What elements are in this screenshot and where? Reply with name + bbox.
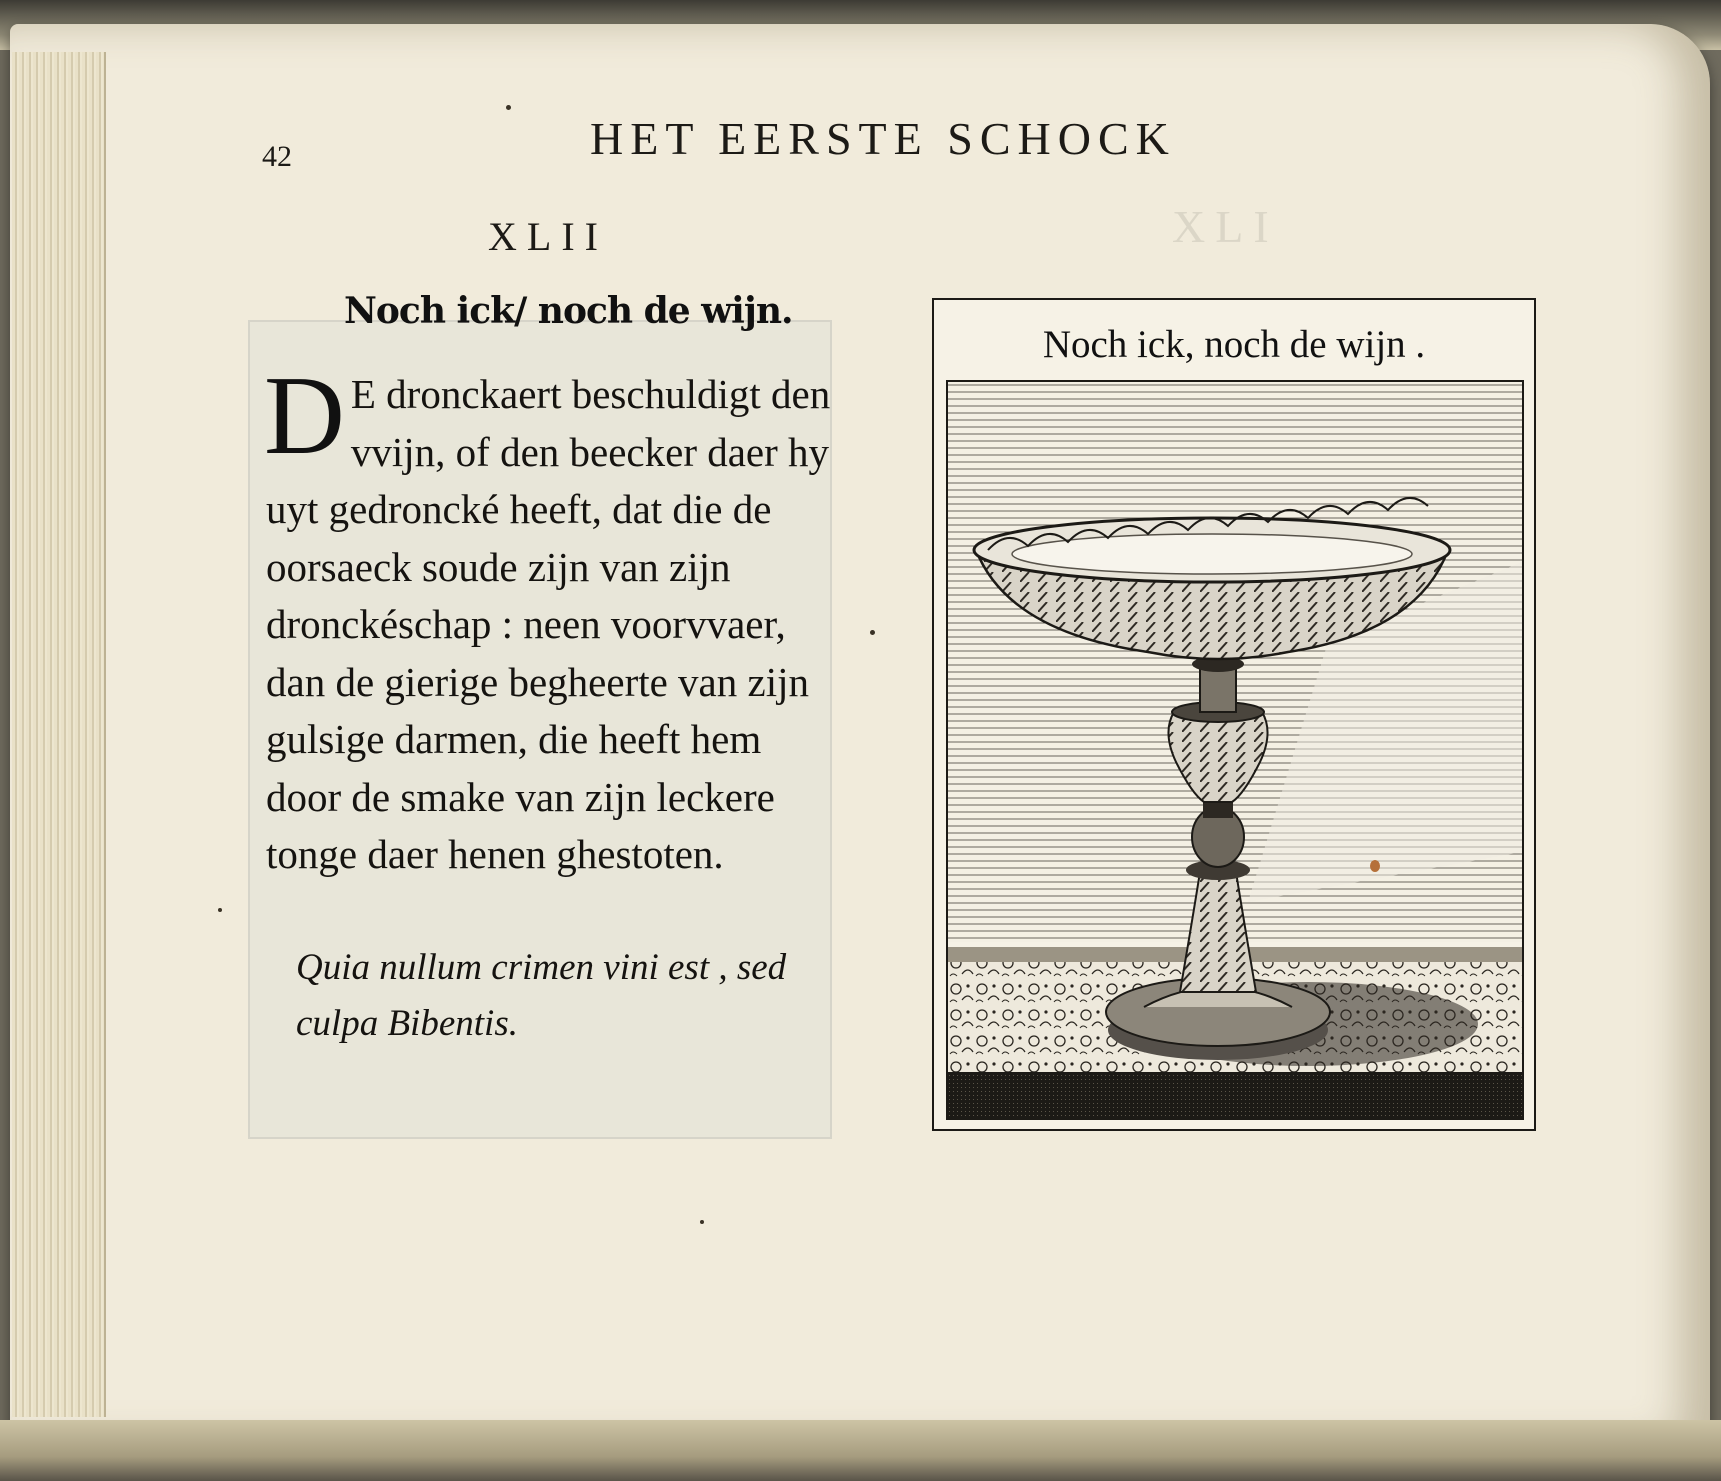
paper-speck (506, 105, 511, 110)
emblem-engraving (946, 380, 1524, 1120)
paper-speck (870, 630, 875, 635)
emblem-motto: Noch ick, noch de wijn . (1042, 323, 1426, 366)
section-number: XLII (488, 214, 608, 259)
page-number: 42 (262, 140, 292, 173)
tazza-engraving-image (948, 382, 1522, 1118)
section-title: Noch ick/ noch de wijn. (344, 290, 793, 332)
paper-speck (218, 908, 222, 912)
book-binding-bottom (0, 1420, 1721, 1481)
emblem-frame (932, 298, 1536, 1131)
page-edges-stack (12, 52, 106, 1417)
running-head: HET EERSTE SCHOCK (590, 113, 1176, 164)
paper-stain (1370, 860, 1380, 872)
body-paragraph (264, 354, 846, 884)
show-through-text: XLI (1172, 201, 1279, 252)
body-text: E dronckaert beschuldigt den vvijn, of den beecker daer hy uyt gedroncké heeft, dat die de oorsaeck soude zijn van zijn dronckéschap : neen voorvvaer, dan de gierige begheerte van zijn gulsige darmen, die heeft hem door de smake van zijn leckere tonge daer henen ghestoten. (266, 371, 831, 877)
latin-quote: Quia nullum crimen vini est , sed culpa Bibentis. (296, 947, 787, 1044)
drop-cap: D (264, 354, 345, 478)
paper-speck (700, 1220, 704, 1224)
